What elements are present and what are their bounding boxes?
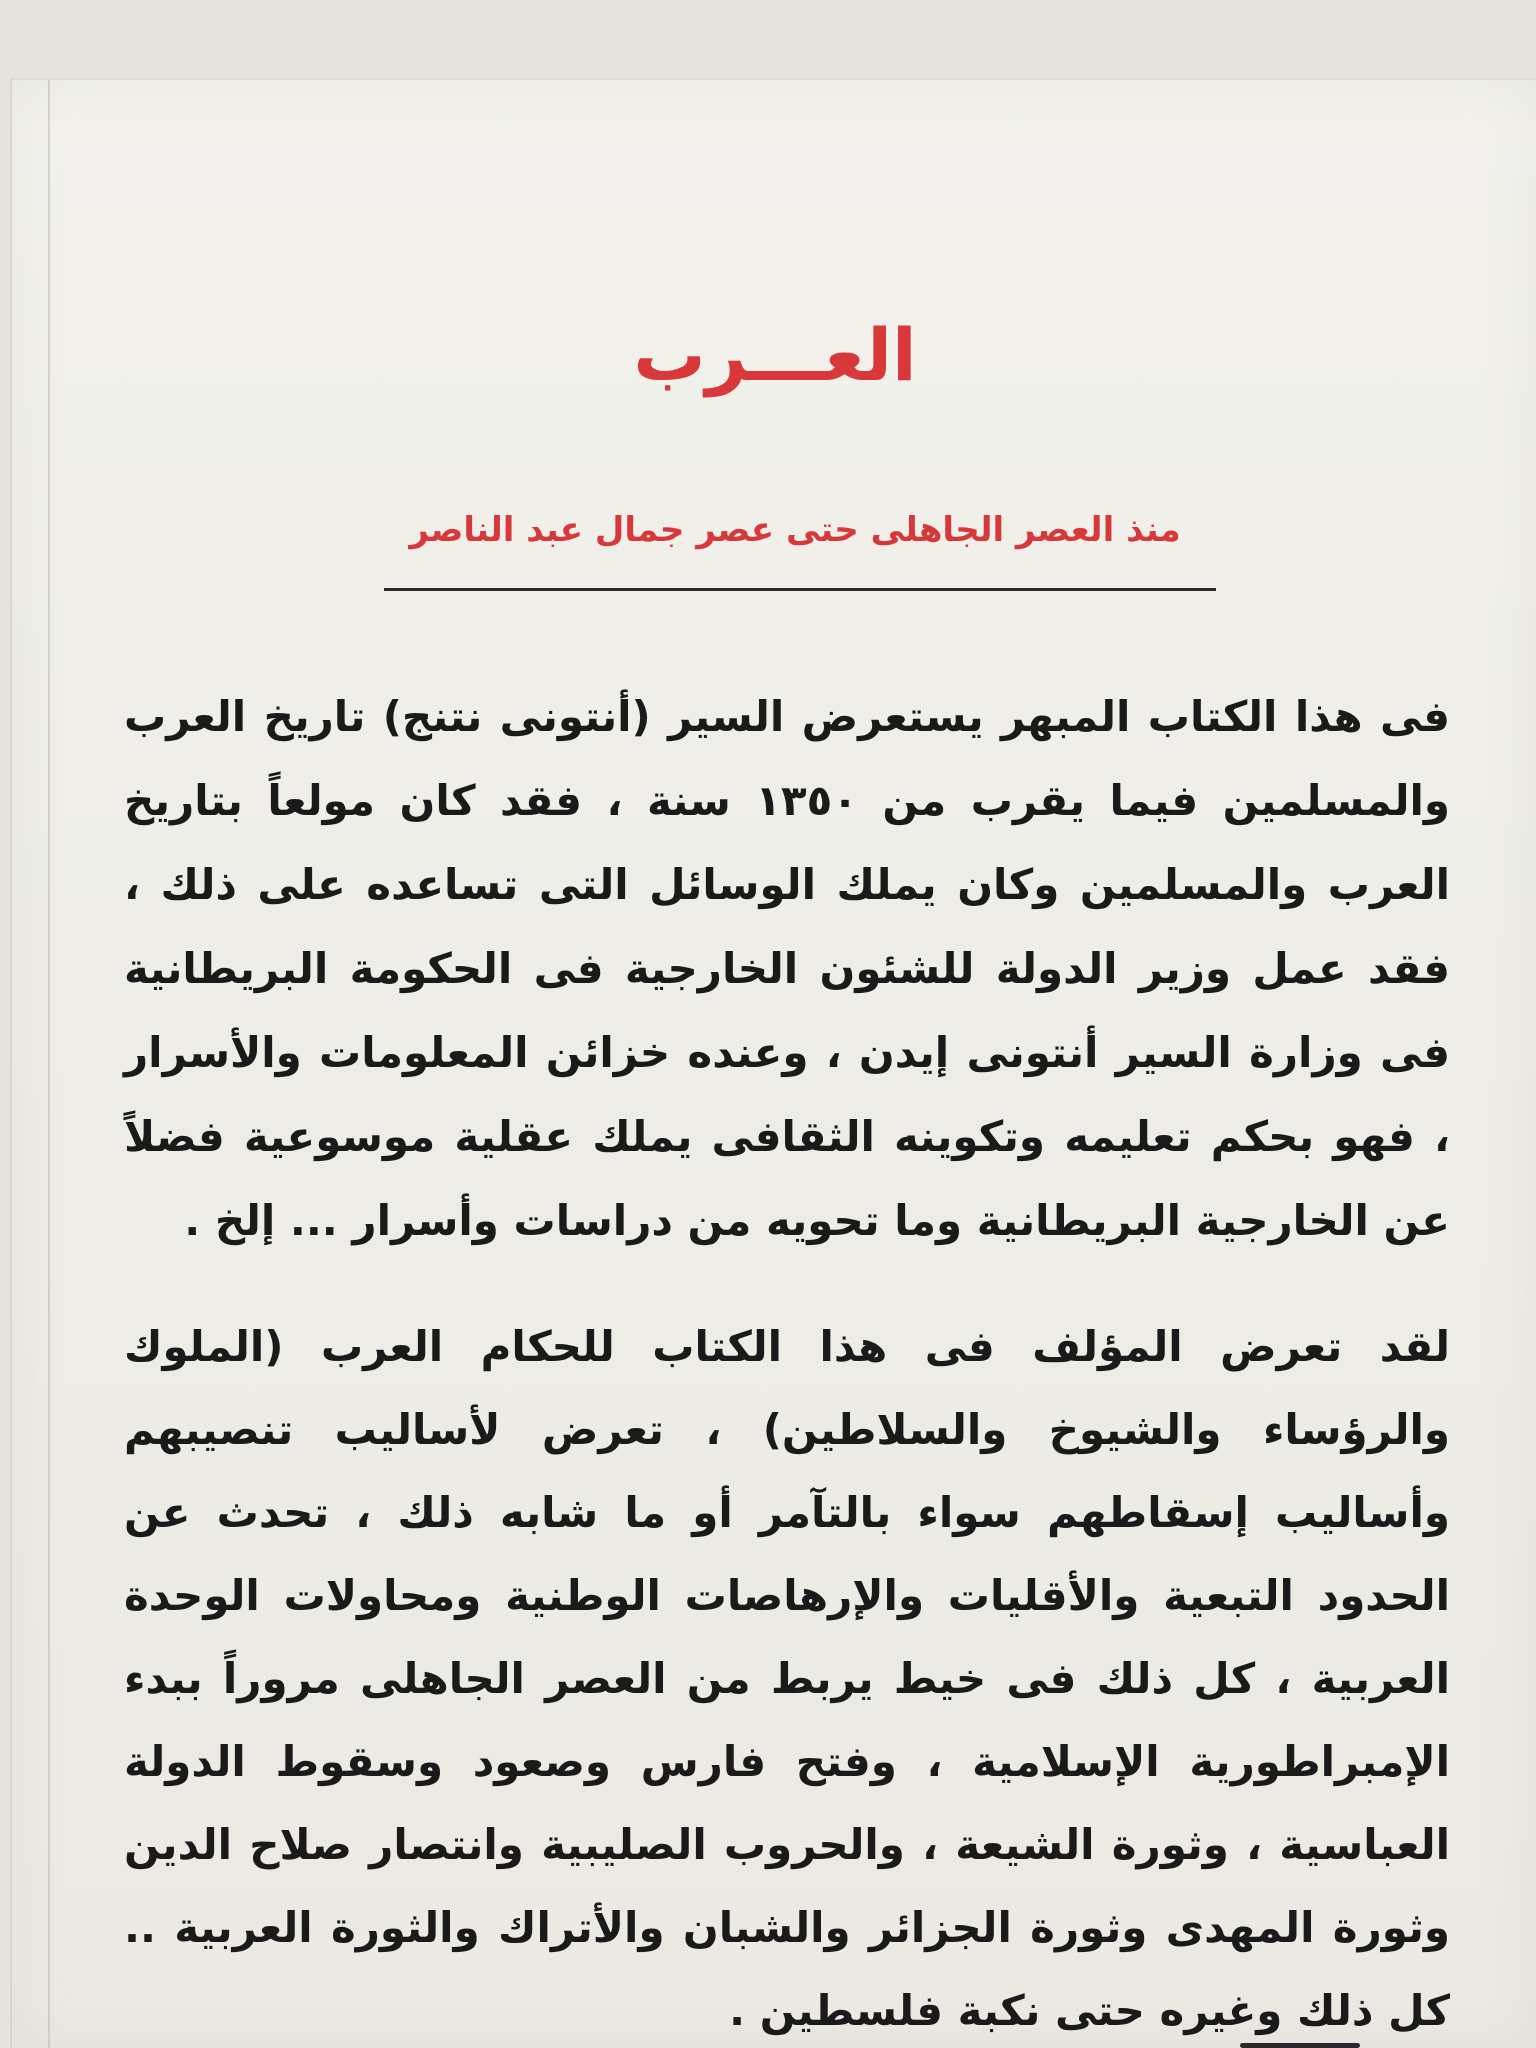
- cropped-text-fragment: [1240, 2032, 1360, 2048]
- book-title: العـــرب: [633, 313, 917, 397]
- title-divider: [384, 588, 1216, 591]
- book-subtitle: منذ العصر الجاهلى حتى عصر جمال عبد الناصر: [409, 510, 1181, 550]
- description-paragraph-2: لقد تعرض المؤلف فى هذا الكتاب للحكام العرب (الملوك والرؤساء والشيوخ والسلاطين) ، تعرض لأساليب تنصيبهم وأساليب إسقاطهم سواء بالتآمر أو ما شابه ذلك ، تحدث عن الحدود التبعية والأقليات والإرهاصات الوطنية ومحاولات الوحدة العربية ، كل ذلك فى خيط يربط من العصر الجاهلى مروراً ببدء الإمبراطورية الإسلامية ، وفتح فارس وصعود وسقوط الدولة العباسية ، وثورة الشيعة ، والحروب الصليبية وانتصار صلاح الدين وثورة المهدى وثورة الجزائر والشبان والأتراك والثورة العربية .. كل ذلك وغيره حتى نكبة فلسطين .: [124, 1322, 1450, 2035]
- book-back-cover: [10, 78, 1536, 2048]
- description-paragraph-1: فى هذا الكتاب المبهر يستعرض السير (أنتونى نتنج) تاريخ العرب والمسلمين فيما يقرب من ١٣٥٠ سنة ، فقد كان مولعاً بتاريخ العرب والمسلمين وكان يملك الوسائل التى تساعده على ذلك ، فقد عمل وزير الدولة للشئون الخارجية فى الحكومة البريطانية فى وزارة السير أنتونى إيدن ، وعنده خزائن المعلومات والأسرار ، فهو بحكم تعليمه وتكوينه الثقافى يملك عقلية موسوعية فضلاً عن الخارجية البريطانية وما تحويه من دراسات وأسرار ... إلخ .: [124, 692, 1450, 1245]
